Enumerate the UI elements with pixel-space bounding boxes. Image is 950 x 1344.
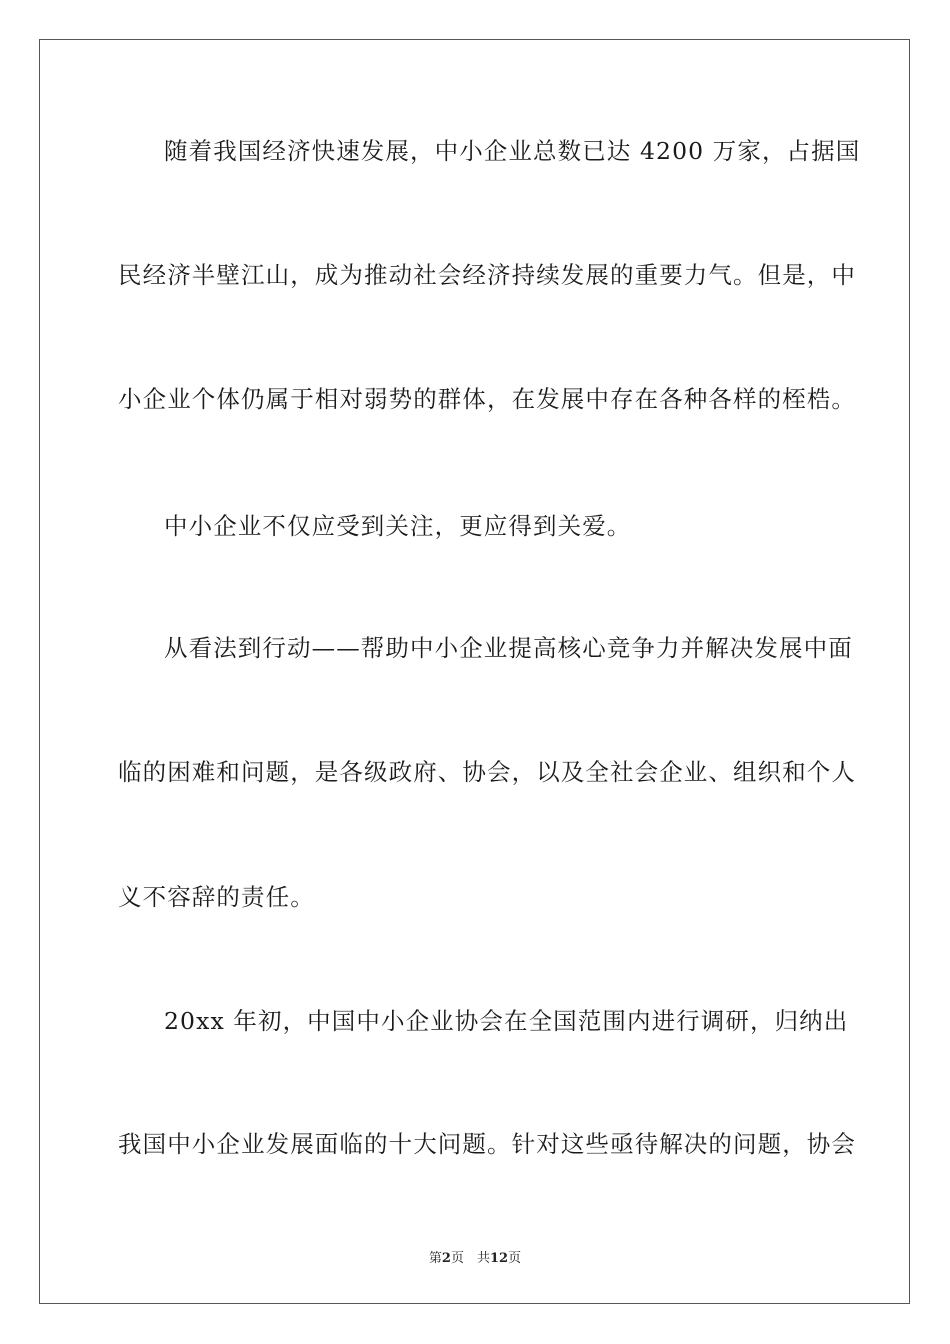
current-page-number: 2 (441, 1251, 451, 1266)
total-pages-number: 12 (489, 1251, 509, 1266)
paragraph-line-5: 从看法到行动——帮助中小企业提高核心竞争力并解决发展中面 (164, 634, 853, 662)
paragraph-line-8: 20xx 年初，中国中小企业协会在全国范围内进行调研，归纳出 (164, 1007, 849, 1035)
page-frame (39, 39, 910, 1304)
paragraph-line-3: 小企业个体仍属于相对弱势的群体，在发展中存在各种各样的桎梏。 (118, 385, 856, 413)
paragraph-line-2: 民经济半壁江山，成为推动社会经济持续发展的重要力气。但是，中 (118, 261, 856, 289)
footer-middle: 页 共 (450, 1251, 490, 1266)
paragraph-line-7: 义不容辞的责任。 (118, 883, 315, 911)
footer-suffix: 页 (508, 1251, 522, 1266)
page-footer (0, 1247, 950, 1266)
footer-prefix: 第 (428, 1251, 442, 1266)
paragraph-line-6: 临的困难和问题，是各级政府、协会，以及全社会企业、组织和个人 (118, 758, 856, 786)
paragraph-line-4: 中小企业不仅应受到关注，更应得到关爱。 (164, 512, 632, 540)
paragraph-line-1: 随着我国经济快速发展，中小企业总数已达 4200 万家，占据国 (164, 137, 861, 165)
paragraph-line-9: 我国中小企业发展面临的十大问题。针对这些亟待解决的问题，协会 (118, 1130, 856, 1158)
